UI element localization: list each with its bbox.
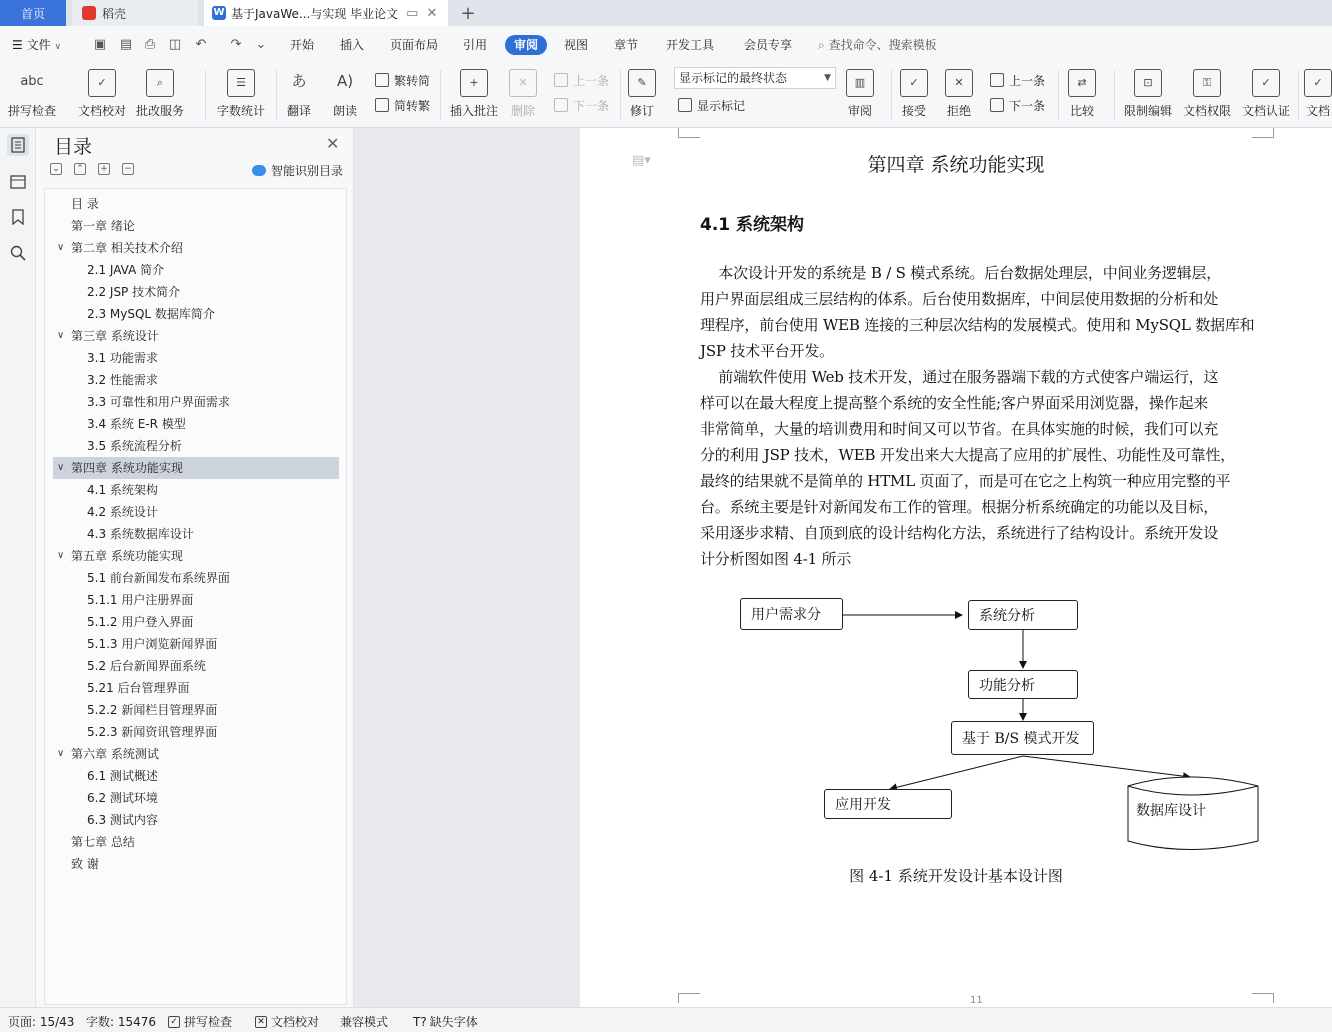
search-icon: ⌕ bbox=[818, 38, 825, 52]
insert-comment-button[interactable] bbox=[450, 66, 498, 124]
search-icon bbox=[10, 245, 26, 261]
command-search-label: 查找命令、搜索模板 bbox=[828, 38, 937, 52]
paragraph-layout-icon[interactable]: ▤▾ bbox=[632, 153, 651, 168]
toc-item-label: 5.2 后台新闻界面系统 bbox=[87, 659, 206, 673]
read-aloud-icon: A) bbox=[336, 72, 354, 90]
toc-item-label: 6.3 测试内容 bbox=[87, 813, 158, 827]
menu-chapter[interactable]: 章节 bbox=[614, 38, 639, 52]
toc-item[interactable] bbox=[53, 193, 339, 215]
toc-item-label: 5.1.1 用户注册界面 bbox=[87, 593, 194, 607]
toc-item-label: 5.1 前台新闻发布系统界面 bbox=[87, 571, 230, 585]
toc-item[interactable] bbox=[53, 501, 339, 523]
file-menu-label: 文件 bbox=[26, 38, 51, 52]
chevron-down-icon[interactable]: ∨ bbox=[57, 748, 65, 759]
translate-button[interactable] bbox=[285, 66, 313, 124]
status-proofread[interactable] bbox=[255, 1013, 319, 1030]
toc-item-label: 5.2.2 新闻栏目管理界面 bbox=[87, 703, 218, 717]
toc-item-label: 6.2 测试环境 bbox=[87, 791, 158, 805]
next-change-icon bbox=[990, 98, 1004, 112]
body-text-line: 本次设计开发的系统是 B / S 模式系统。后台数据处理层，中间业务逻辑层， bbox=[700, 264, 1222, 282]
toc-item[interactable] bbox=[53, 347, 339, 369]
simp-to-trad-button[interactable] bbox=[375, 94, 430, 116]
next-comment-icon bbox=[554, 98, 568, 112]
lock-icon: ⊡ bbox=[1134, 69, 1162, 97]
toc-item-label: 2.2 JSP 技术简介 bbox=[87, 285, 181, 299]
next-change-label: 下一条 bbox=[1009, 98, 1046, 113]
chevron-down-icon[interactable]: ∨ bbox=[57, 462, 65, 473]
toc-item[interactable] bbox=[53, 699, 339, 721]
tab-daoke-label: 稻壳 bbox=[102, 6, 127, 21]
permission-icon: ⚿ bbox=[1193, 69, 1221, 97]
toc-list bbox=[44, 188, 347, 1005]
toc-item[interactable] bbox=[53, 721, 339, 743]
toc-item[interactable] bbox=[53, 281, 339, 303]
smart-toc-button[interactable] bbox=[252, 162, 343, 179]
compare-icon: ⇄ bbox=[1068, 69, 1096, 97]
proofread-icon: ✓ bbox=[88, 69, 116, 97]
daoke-logo-icon bbox=[82, 6, 96, 20]
review-ribbon bbox=[0, 64, 1332, 128]
body-text-line: JSP 技术平台开发。 bbox=[700, 342, 834, 360]
toc-item[interactable] bbox=[53, 545, 339, 567]
prev-comment-icon bbox=[554, 73, 568, 87]
toc-item-label: 3.4 系统 E-R 模型 bbox=[87, 417, 186, 431]
toc-item-label: 6.1 测试概述 bbox=[87, 769, 158, 783]
toc-item[interactable] bbox=[53, 523, 339, 545]
spell-check-button[interactable] bbox=[8, 66, 56, 124]
toc-item-label: 第三章 系统设计 bbox=[71, 329, 159, 343]
compare-label: 比较 bbox=[1069, 104, 1094, 118]
toc-item-label: 5.1.2 用户登入界面 bbox=[87, 615, 194, 629]
batch-service-button[interactable] bbox=[136, 66, 184, 124]
status-proofread-label: 文档校对 bbox=[271, 1015, 320, 1029]
hamburger-icon: ☰ bbox=[12, 38, 23, 52]
toc-item[interactable] bbox=[53, 589, 339, 611]
menu-bar bbox=[0, 26, 1332, 64]
add-heading-icon[interactable]: + bbox=[98, 163, 110, 175]
body-text-line: 采用逐步求精、自顶到底的设计结构化方法，系统进行了结构设计。系统开发设 bbox=[700, 524, 1219, 542]
doc-more-button[interactable] bbox=[1304, 66, 1332, 124]
toc-item[interactable] bbox=[53, 457, 339, 479]
crop-mark bbox=[678, 128, 700, 138]
body-text-line: 样可以在最大程度上提高整个系统的安全性能;客户界面采用浏览器，操作起来 bbox=[700, 394, 1209, 412]
file-menu[interactable] bbox=[12, 35, 61, 55]
menu-developer[interactable]: 开发工具 bbox=[666, 38, 715, 52]
delete-comment-button[interactable] bbox=[509, 66, 537, 124]
insert-comment-label: 插入批注 bbox=[450, 104, 499, 118]
find-nav-button[interactable] bbox=[7, 242, 29, 264]
doc-permission-button[interactable] bbox=[1183, 66, 1231, 124]
ribbon-divider bbox=[440, 70, 441, 120]
ribbon-divider bbox=[276, 70, 277, 120]
proofread-icon: ✕ bbox=[255, 1016, 267, 1028]
track-changes-label: 修订 bbox=[629, 104, 654, 118]
crop-mark bbox=[678, 993, 700, 1003]
toc-item[interactable] bbox=[53, 369, 339, 391]
trad-to-simp-label: 繁转简 bbox=[394, 73, 431, 88]
writer-logo-icon: W bbox=[213, 7, 225, 18]
next-comment-label: 下一条 bbox=[573, 98, 610, 113]
bookmark-icon bbox=[12, 209, 24, 225]
review-pane-button[interactable] bbox=[846, 66, 874, 124]
trad-simp-icon bbox=[375, 73, 389, 87]
reject-button[interactable] bbox=[945, 66, 973, 124]
next-comment-button[interactable] bbox=[554, 94, 609, 116]
body-text-line: 分的利用 JSP 技术，WEB 开发出来大大提高了应用的扩展性、功能性及可靠性， bbox=[700, 446, 1236, 464]
diagram-node-app-development: 应用开发 bbox=[824, 789, 952, 819]
menu-insert[interactable]: 插入 bbox=[340, 38, 365, 52]
doc-proofread-button[interactable] bbox=[78, 66, 126, 124]
spell-check-icon: abc bbox=[20, 74, 44, 89]
translate-icon: あ bbox=[291, 72, 307, 90]
toc-item-label: 4.2 系统设计 bbox=[87, 505, 158, 519]
read-aloud-label: 朗读 bbox=[332, 104, 357, 118]
toc-item[interactable] bbox=[53, 743, 339, 765]
toc-item-label: 第六章 系统测试 bbox=[71, 747, 159, 761]
word-count-label: 字数统计 bbox=[217, 104, 266, 118]
accept-icon: ✓ bbox=[900, 69, 928, 97]
prev-comment-button[interactable] bbox=[554, 69, 609, 91]
menu-view[interactable]: 视图 bbox=[564, 38, 589, 52]
simp-trad-icon bbox=[375, 98, 389, 112]
tab-daoke[interactable] bbox=[72, 0, 198, 26]
doc-more-icon: ✓ bbox=[1304, 69, 1332, 97]
ribbon-divider bbox=[1058, 70, 1059, 120]
expand-all-icon[interactable]: ⌃ bbox=[74, 163, 86, 175]
title-tab-bar bbox=[0, 0, 1332, 26]
toc-item-label: 3.1 功能需求 bbox=[87, 351, 158, 365]
diagram-node-system-analysis: 系统分析 bbox=[968, 600, 1078, 630]
body-text-line: 最终的结果就不是简单的 HTML 页面了，而是可在它之上构筑一种应用完整的平 bbox=[700, 472, 1231, 490]
tab-document[interactable] bbox=[204, 0, 448, 26]
ribbon-divider bbox=[205, 70, 206, 120]
next-change-button[interactable] bbox=[990, 94, 1045, 116]
menu-member[interactable]: 会员专享 bbox=[744, 38, 793, 52]
save-icon[interactable]: ▣ bbox=[93, 37, 107, 52]
word-count-button[interactable] bbox=[217, 66, 265, 124]
show-markup-icon bbox=[678, 98, 692, 112]
toc-item[interactable] bbox=[53, 237, 339, 259]
word-count-indicator[interactable]: 字数: 15476 bbox=[86, 1015, 157, 1029]
menu-references[interactable]: 引用 bbox=[463, 38, 488, 52]
chapter-icon bbox=[10, 173, 26, 189]
show-markup-label: 显示标记 bbox=[697, 98, 746, 113]
missing-font-icon: T? bbox=[413, 1014, 427, 1029]
compare-button[interactable] bbox=[1068, 66, 1096, 124]
toc-item-label: 第五章 系统功能实现 bbox=[71, 549, 183, 563]
batch-service-icon: ⌕ bbox=[146, 69, 174, 97]
page-number: 11 bbox=[970, 995, 983, 1006]
review-pane-label: 审阅 bbox=[847, 104, 872, 118]
chevron-down-icon: ∨ bbox=[54, 42, 62, 52]
redo-icon[interactable]: ↷ bbox=[230, 37, 242, 52]
body-text-line: 前端软件使用 Web 技术开发，通过在服务器端下载的方式使客户端运行，这 bbox=[700, 368, 1219, 386]
chevron-down-icon: ▼ bbox=[824, 73, 831, 83]
prev-change-label: 上一条 bbox=[1009, 73, 1046, 88]
plus-icon: + bbox=[460, 2, 476, 24]
toc-item-label: 5.21 后台管理界面 bbox=[87, 681, 190, 695]
doc-certify-label: 文档认证 bbox=[1242, 104, 1291, 118]
diagram-node-database-design: 数据库设计 bbox=[1136, 803, 1206, 819]
toc-item[interactable] bbox=[53, 633, 339, 655]
page-indicator[interactable]: 页面: 15/43 bbox=[8, 1015, 75, 1029]
compat-mode-indicator: 兼容模式 bbox=[340, 1015, 389, 1029]
batch-service-label: 批改服务 bbox=[136, 104, 185, 118]
certify-icon: ✓ bbox=[1252, 69, 1280, 97]
markup-state-value: 显示标记的最终状态 bbox=[679, 71, 788, 85]
toc-item-label: 5.1.3 用户浏览新闻界面 bbox=[87, 637, 218, 651]
toc-item-label: 目 录 bbox=[71, 197, 99, 211]
ribbon-divider bbox=[620, 70, 621, 120]
bookmark-nav-button[interactable] bbox=[7, 206, 29, 228]
toc-item[interactable] bbox=[53, 809, 339, 831]
reject-label: 拒绝 bbox=[946, 104, 971, 118]
menu-review[interactable]: 审阅 bbox=[505, 35, 547, 55]
toc-nav-button[interactable] bbox=[7, 134, 29, 156]
toc-item-label: 3.3 可靠性和用户界面需求 bbox=[87, 395, 230, 409]
body-text-line: 台。系统主要是针对新闻发布工作的管理。根据分析系统确定的功能以及目标， bbox=[700, 498, 1219, 516]
toc-panel-title: 目录 bbox=[54, 136, 93, 158]
prev-comment-label: 上一条 bbox=[573, 73, 610, 88]
doc-proofread-label: 文档校对 bbox=[78, 104, 127, 118]
chevron-down-icon[interactable]: ∨ bbox=[57, 330, 65, 341]
markup-state-select[interactable] bbox=[674, 67, 836, 89]
left-icon-rail bbox=[0, 128, 36, 1007]
body-text-line: 非常简单，大量的培训费用和时间又可以节省。在具体实施的时候，我们可以充 bbox=[700, 420, 1219, 438]
body-text-line: 用户界面层组成三层结构的体系。后台使用数据库，中间层使用数据的分析和处 bbox=[700, 290, 1219, 308]
delete-comment-label: 删除 bbox=[510, 104, 535, 118]
chapter-nav-button[interactable] bbox=[7, 170, 29, 192]
section-heading: 4.1 系统架构 bbox=[700, 215, 805, 235]
toc-item[interactable] bbox=[53, 479, 339, 501]
toc-item[interactable] bbox=[53, 325, 339, 347]
figure-caption: 图 4-1 系统开发设计基本设计图 bbox=[849, 867, 1063, 885]
tab-home-label: 首页 bbox=[20, 6, 45, 21]
read-aloud-button[interactable] bbox=[331, 66, 359, 124]
toc-item[interactable] bbox=[53, 765, 339, 787]
collapse-all-icon[interactable]: ⌄ bbox=[50, 163, 62, 175]
accept-button[interactable] bbox=[900, 66, 928, 124]
document-page[interactable] bbox=[580, 128, 1332, 1007]
toc-item-label: 第一章 绪论 bbox=[71, 219, 135, 233]
document-canvas bbox=[354, 128, 1332, 1007]
menu-page-layout[interactable]: 页面布局 bbox=[390, 38, 439, 52]
status-spell-check[interactable] bbox=[168, 1013, 232, 1030]
translate-label: 翻译 bbox=[286, 104, 311, 118]
toc-item-label: 2.1 JAVA 简介 bbox=[87, 263, 165, 277]
chevron-down-icon[interactable]: ∨ bbox=[57, 550, 65, 561]
print-icon[interactable]: ⎙ bbox=[144, 37, 156, 52]
toc-item[interactable] bbox=[53, 677, 339, 699]
doc-permission-label: 文档权限 bbox=[1183, 104, 1232, 118]
toc-icon bbox=[11, 137, 25, 153]
simp-to-trad-label: 简转繁 bbox=[394, 98, 431, 113]
crop-mark bbox=[1252, 128, 1274, 138]
toc-item[interactable] bbox=[53, 391, 339, 413]
toc-item-label: 第二章 相关技术介绍 bbox=[71, 241, 183, 255]
reject-icon: ✕ bbox=[945, 69, 973, 97]
doc-more-label: 文档 bbox=[1305, 104, 1330, 118]
toc-item-label: 第七章 总结 bbox=[71, 835, 135, 849]
toc-item[interactable] bbox=[53, 303, 339, 325]
close-icon[interactable]: ✕ bbox=[326, 134, 340, 153]
toc-item-label: 4.1 系统架构 bbox=[87, 483, 158, 497]
track-changes-button[interactable] bbox=[628, 66, 656, 124]
command-search[interactable] bbox=[818, 35, 937, 55]
chapter-heading: 第四章 系统功能实现 bbox=[867, 154, 1045, 176]
toc-item[interactable] bbox=[53, 787, 339, 809]
missing-font-indicator[interactable] bbox=[413, 1013, 478, 1030]
toc-item-label: 第四章 系统功能实现 bbox=[71, 461, 183, 475]
ribbon-divider bbox=[891, 70, 892, 120]
word-count-icon: ☰ bbox=[227, 69, 255, 97]
toc-item-label: 4.3 系统数据库设计 bbox=[87, 527, 194, 541]
toc-item-label: 5.2.3 新闻资讯管理界面 bbox=[87, 725, 218, 739]
trad-to-simp-button[interactable] bbox=[375, 69, 430, 91]
remove-heading-icon[interactable]: − bbox=[122, 163, 134, 175]
tab-pin-icon[interactable]: ▭ bbox=[406, 5, 419, 21]
toc-item[interactable] bbox=[53, 259, 339, 281]
spell-check-icon: ✓ bbox=[168, 1016, 180, 1028]
review-pane-icon: ▥ bbox=[846, 69, 874, 97]
track-changes-icon: ✎ bbox=[628, 69, 656, 97]
spell-check-label: 拼写检查 bbox=[8, 104, 57, 118]
prev-change-icon bbox=[990, 73, 1004, 87]
architecture-diagram bbox=[740, 598, 1262, 860]
diagram-node-function-analysis: 功能分析 bbox=[968, 670, 1078, 699]
chevron-down-icon[interactable]: ∨ bbox=[57, 242, 65, 253]
smart-robot-icon bbox=[252, 165, 266, 176]
smart-toc-label: 智能识别目录 bbox=[271, 164, 344, 178]
crop-mark bbox=[1252, 993, 1274, 1003]
show-markup-button[interactable] bbox=[678, 94, 745, 116]
quick-access-more-icon[interactable]: ⌄ bbox=[255, 37, 267, 52]
diagram-node-bs-development: 基于 B/S 模式开发 bbox=[951, 721, 1094, 755]
doc-certify-button[interactable] bbox=[1242, 66, 1290, 124]
body-text-line: 理程序，前台使用 WEB 连接的三种层次结构的发展模式。使用和 MySQL 数据库和 bbox=[700, 316, 1255, 334]
diagram-node-user-requirements: 用户需求分 bbox=[740, 598, 843, 630]
restrict-editing-label: 限制编辑 bbox=[1124, 104, 1173, 118]
body-text-line: 计分析图如图 4-1 所示 bbox=[700, 550, 852, 568]
accept-label: 接受 bbox=[901, 104, 926, 118]
toc-item[interactable] bbox=[53, 215, 339, 237]
status-spell-check-label: 拼写检查 bbox=[184, 1015, 233, 1029]
toc-item[interactable] bbox=[53, 655, 339, 677]
tab-close-icon[interactable]: ✕ bbox=[426, 5, 438, 21]
ribbon-divider bbox=[1298, 70, 1299, 120]
undo-icon[interactable]: ↶ bbox=[195, 37, 207, 52]
tab-document-label: 基于JavaWe...与实现 毕业论文 bbox=[231, 6, 399, 21]
toc-item-label: 2.3 MySQL 数据库简介 bbox=[87, 307, 215, 321]
toc-item[interactable] bbox=[53, 853, 339, 875]
menu-home[interactable]: 开始 bbox=[290, 38, 315, 52]
comment-plus-icon: + bbox=[460, 69, 488, 97]
tab-home[interactable] bbox=[0, 0, 66, 26]
missing-font-label: 缺失字体 bbox=[429, 1015, 478, 1029]
toc-item[interactable] bbox=[53, 435, 339, 457]
toc-item[interactable] bbox=[53, 611, 339, 633]
toc-item-label: 3.5 系统流程分析 bbox=[87, 439, 182, 453]
comment-delete-icon: ✕ bbox=[509, 69, 537, 97]
prev-change-button[interactable] bbox=[990, 69, 1045, 91]
new-tab-button[interactable] bbox=[455, 0, 481, 26]
print-preview-icon[interactable]: ◫ bbox=[168, 37, 182, 52]
toc-item[interactable] bbox=[53, 831, 339, 853]
status-bar bbox=[0, 1007, 1332, 1032]
toc-item[interactable] bbox=[53, 567, 339, 589]
toc-item-label: 3.2 性能需求 bbox=[87, 373, 158, 387]
toc-item[interactable] bbox=[53, 413, 339, 435]
toc-item-label: 致 谢 bbox=[71, 857, 99, 871]
ribbon-divider bbox=[1114, 70, 1115, 120]
export-pdf-icon[interactable]: ▤ bbox=[119, 37, 133, 52]
restrict-editing-button[interactable] bbox=[1124, 66, 1172, 124]
toc-panel bbox=[36, 128, 354, 1007]
